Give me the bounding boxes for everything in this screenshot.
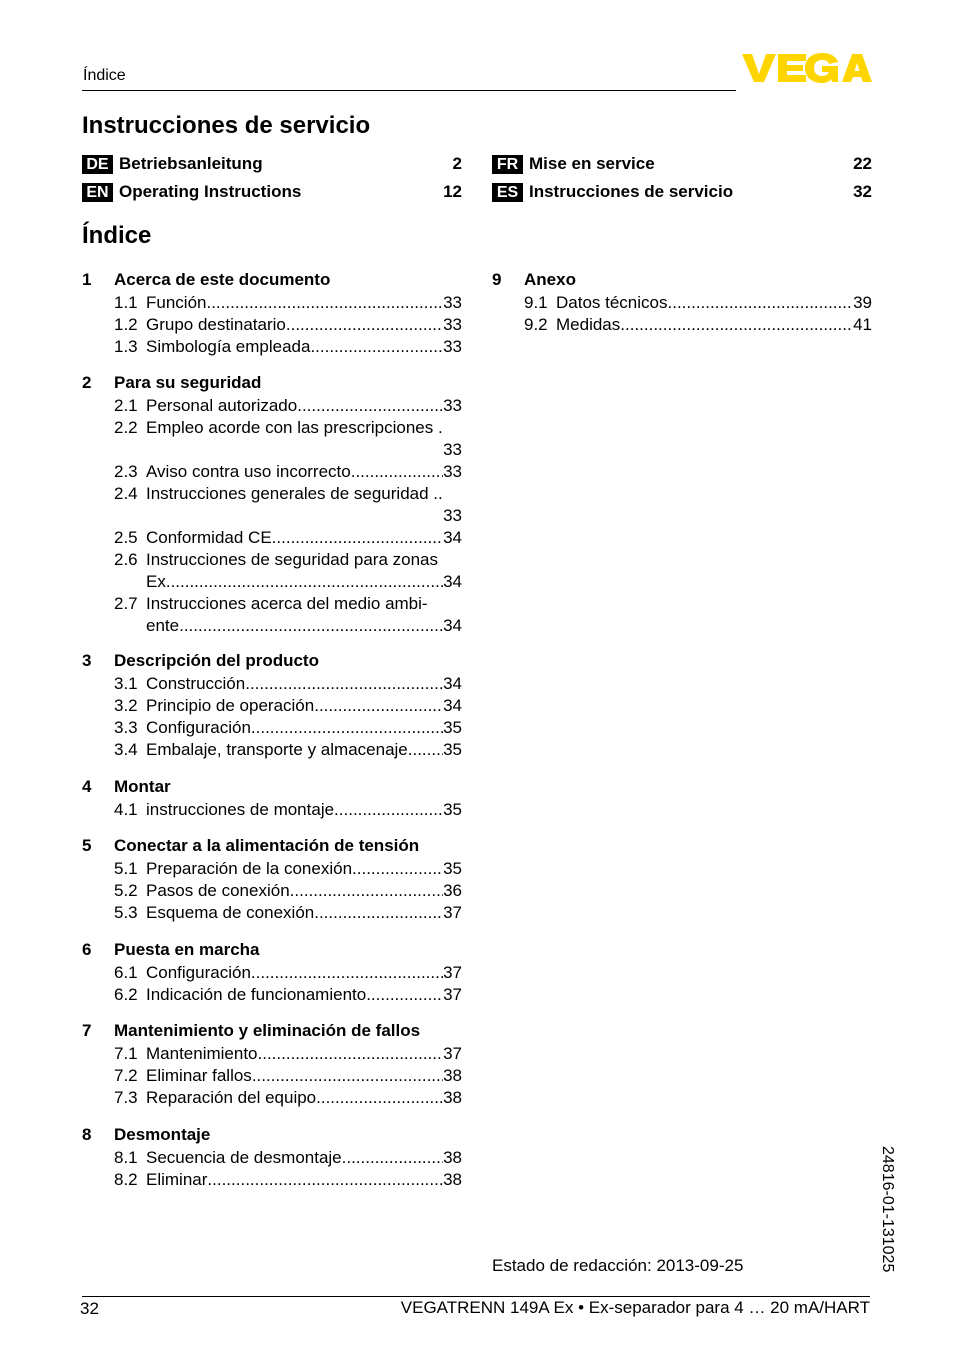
- entry-text: Simbología empleada: [146, 337, 311, 356]
- entry-text: Aviso contra uso incorrecto: [146, 462, 351, 481]
- lang-badge: DE: [82, 155, 113, 174]
- leader-dots: [290, 880, 443, 902]
- entry-page: 35: [443, 740, 462, 759]
- section-heading[interactable]: [492, 268, 872, 292]
- entry-page: 38: [443, 1066, 462, 1085]
- manual-page: 32: [853, 182, 872, 201]
- entry-text: Pasos de conexión: [146, 881, 290, 900]
- index-title: Índice: [82, 222, 152, 249]
- toc-entry[interactable]: [114, 1043, 462, 1065]
- leader-dots: [166, 571, 443, 593]
- toc-entry[interactable]: [114, 1169, 462, 1191]
- toc-entry[interactable]: [114, 739, 462, 761]
- entry-text: Grupo destinatario: [146, 315, 286, 334]
- entry-number: 8.1: [114, 1148, 138, 1167]
- toc-entry[interactable]: [114, 527, 462, 549]
- manual-link-es[interactable]: [492, 181, 872, 203]
- section-title: Mantenimiento y eliminación de fallos: [114, 1021, 421, 1040]
- section-number: 2: [82, 373, 92, 392]
- toc-entry[interactable]: [114, 799, 462, 821]
- entry-number: 3.3: [114, 718, 138, 737]
- section-title: Para su seguridad: [114, 373, 262, 392]
- leader-dots: [207, 1169, 443, 1191]
- leader-dots: [668, 292, 854, 314]
- toc-entry[interactable]: [114, 1147, 462, 1169]
- entry-page: 33: [443, 506, 462, 525]
- entry-page: 35: [443, 800, 462, 819]
- lang-badge: FR: [492, 155, 523, 174]
- section-number: 6: [82, 940, 92, 959]
- toc-entry[interactable]: [114, 717, 462, 739]
- entry-text: Principio de operación: [146, 696, 315, 715]
- entry-text-cont: Ex: [146, 572, 166, 591]
- section-title: Descripción del producto: [114, 651, 319, 670]
- entry-page: 37: [443, 903, 462, 922]
- leader-dots: [245, 673, 443, 695]
- section-number: 9: [492, 270, 502, 289]
- entry-number: 5.2: [114, 881, 138, 900]
- toc-entry[interactable]: [114, 483, 462, 527]
- entry-text: Eliminar fallos: [146, 1066, 252, 1085]
- toc-section-9: [492, 268, 872, 336]
- entry-text: instrucciones de montaje: [146, 800, 335, 819]
- entry-number: 2.7: [114, 594, 138, 613]
- section-number: 4: [82, 777, 92, 796]
- entry-page: 33: [443, 293, 462, 312]
- manual-label: Instrucciones de servicio: [529, 182, 734, 201]
- leader-dots: [251, 962, 443, 984]
- entry-number: 6.2: [114, 985, 138, 1004]
- section-heading[interactable]: [82, 834, 462, 858]
- manual-label: Mise en service: [529, 154, 655, 173]
- manual-link-fr[interactable]: [492, 153, 872, 175]
- entry-text: Mantenimiento: [146, 1044, 258, 1063]
- leader-dots: [252, 1065, 443, 1087]
- edition-status: Estado de redacción: 2013-09-25: [492, 1256, 744, 1275]
- manual-link-de[interactable]: [82, 153, 462, 175]
- leader-dots: [314, 695, 443, 717]
- header-label: Índice: [83, 67, 126, 84]
- section-heading[interactable]: [82, 775, 462, 799]
- leader-dots: [310, 336, 443, 358]
- entry-number: 3.1: [114, 674, 138, 693]
- manual-page: 12: [443, 182, 462, 201]
- toc-entry[interactable]: [114, 673, 462, 695]
- leader-dots: [297, 395, 443, 417]
- toc-entry[interactable]: [114, 461, 462, 483]
- entry-number: 1.2: [114, 315, 138, 334]
- toc-entry[interactable]: [114, 984, 462, 1006]
- entry-page: 34: [443, 616, 462, 635]
- entry-number: 8.2: [114, 1170, 138, 1189]
- toc-section-5: [82, 834, 462, 924]
- section-title: Desmontaje: [114, 1125, 211, 1144]
- entry-text: Empleo acorde con las prescripciones .: [146, 418, 443, 437]
- entry-page: 37: [443, 985, 462, 1004]
- entry-page: 39: [853, 293, 872, 312]
- section-heading[interactable]: [82, 268, 462, 292]
- entry-text: Instrucciones acerca del medio ambi-: [146, 594, 428, 613]
- section-title: Anexo: [524, 270, 576, 289]
- leader-dots: [179, 615, 443, 637]
- section-heading[interactable]: [82, 938, 462, 962]
- entry-number: 7.3: [114, 1088, 138, 1107]
- toc-section-6: [82, 938, 462, 1006]
- leader-dots: [286, 314, 443, 336]
- entry-page: 33: [443, 462, 462, 481]
- section-heading[interactable]: [82, 1019, 462, 1043]
- product-title: VEGATRENN 149A Ex • Ex-separador para 4 … 20 mA/HART: [400, 1298, 870, 1317]
- toc-section-3: [82, 649, 462, 761]
- entry-text: Indicación de funcionamiento: [146, 985, 367, 1004]
- entry-text: Instrucciones generales de seguridad ..: [146, 484, 443, 503]
- entry-page: 35: [443, 859, 462, 878]
- toc-entry[interactable]: [114, 292, 462, 314]
- toc-section-1: [82, 268, 462, 358]
- manual-link-en[interactable]: [82, 181, 462, 203]
- manual-page: 2: [452, 154, 462, 173]
- leader-dots: [206, 292, 443, 314]
- lang-badge: EN: [82, 183, 113, 202]
- leader-dots: [272, 527, 443, 549]
- toc-section-4: [82, 775, 462, 821]
- entry-number: 3.4: [114, 740, 138, 759]
- leader-dots: [316, 1087, 443, 1109]
- entry-page: 34: [443, 528, 462, 547]
- toc-entry[interactable]: [114, 1087, 462, 1109]
- entry-page: 37: [443, 1044, 462, 1063]
- document-id-text: 24816-01-131025: [879, 1146, 896, 1273]
- toc-entry[interactable]: [114, 336, 462, 358]
- entry-page: 38: [443, 1170, 462, 1189]
- toc-entry[interactable]: [114, 417, 462, 461]
- entry-page: 35: [443, 718, 462, 737]
- entry-number: 3.2: [114, 696, 138, 715]
- leader-dots: [342, 1147, 443, 1169]
- section-number: 1: [82, 270, 92, 289]
- toc-entry[interactable]: [114, 549, 462, 593]
- entry-number: 1.1: [114, 293, 138, 312]
- entry-text: Configuración: [146, 718, 251, 737]
- toc-entry[interactable]: [114, 902, 462, 924]
- entry-page: 34: [443, 572, 462, 591]
- header-rule: [82, 90, 736, 91]
- leader-dots: [408, 739, 443, 761]
- entry-number: 7.2: [114, 1066, 138, 1085]
- entry-text: Esquema de conexión: [146, 903, 315, 922]
- entry-text: Medidas: [556, 315, 621, 334]
- entry-page: 33: [443, 337, 462, 356]
- section-title: Acerca de este documento: [114, 270, 331, 289]
- toc-entry[interactable]: [114, 880, 462, 902]
- toc-section-7: [82, 1019, 462, 1109]
- toc-entry[interactable]: [114, 858, 462, 880]
- toc-entry[interactable]: [524, 314, 872, 336]
- entry-page: 34: [443, 696, 462, 715]
- toc-entry[interactable]: [114, 1065, 462, 1087]
- entry-number: 9.1: [524, 293, 548, 312]
- toc-entry[interactable]: [114, 395, 462, 417]
- leader-dots: [314, 902, 443, 924]
- entry-page: 37: [443, 963, 462, 982]
- entry-text: Configuración: [146, 963, 251, 982]
- entry-text: Instrucciones de seguridad para zonas: [146, 550, 439, 569]
- entry-text-cont: ente: [146, 616, 180, 635]
- toc-section-8: [82, 1123, 462, 1191]
- entry-text: Secuencia de desmontaje: [146, 1148, 342, 1167]
- section-number: 5: [82, 836, 92, 855]
- entry-number: 6.1: [114, 963, 138, 982]
- section-number: 3: [82, 651, 92, 670]
- entry-page: 36: [443, 881, 462, 900]
- leader-dots: [258, 1043, 444, 1065]
- entry-number: 2.4: [114, 484, 138, 503]
- entry-number: 5.3: [114, 903, 138, 922]
- page-number: 32: [80, 1299, 99, 1318]
- entry-text: Construcción: [146, 674, 246, 693]
- leader-dots: [334, 799, 443, 821]
- footer-rule: [82, 1296, 870, 1297]
- entry-number: 2.1: [114, 396, 138, 415]
- entry-page: 33: [443, 315, 462, 334]
- lang-badge: ES: [492, 183, 523, 202]
- leader-dots: [366, 984, 443, 1006]
- entry-number: 7.1: [114, 1044, 138, 1063]
- toc-entry[interactable]: [114, 695, 462, 717]
- entry-page: 33: [443, 396, 462, 415]
- section-title: Puesta en marcha: [114, 940, 260, 959]
- section-heading[interactable]: [82, 649, 462, 673]
- document-id: [876, 1146, 916, 1291]
- entry-page: 41: [853, 315, 872, 334]
- toc-entry[interactable]: [114, 314, 462, 336]
- entry-number: 2.3: [114, 462, 138, 481]
- entry-number: 2.5: [114, 528, 138, 547]
- entry-number: 1.3: [114, 337, 138, 356]
- leader-dots: [251, 717, 443, 739]
- section-heading[interactable]: [82, 371, 462, 395]
- manual-label: Betriebsanleitung: [119, 154, 263, 173]
- toc-section-2: [82, 371, 462, 637]
- entry-text: Función: [146, 293, 207, 312]
- manual-label: Operating Instructions: [119, 182, 302, 201]
- entry-number: 5.1: [114, 859, 138, 878]
- manuals-title: Instrucciones de servicio: [82, 112, 371, 139]
- entry-page: 34: [443, 674, 462, 693]
- toc-entry[interactable]: [524, 292, 872, 314]
- entry-page: 38: [443, 1088, 462, 1107]
- leader-dots: [351, 461, 443, 483]
- leader-dots: [620, 314, 853, 336]
- section-number: 8: [82, 1125, 92, 1144]
- entry-text: Preparación de la conexión: [146, 859, 353, 878]
- entry-number: 2.2: [114, 418, 138, 437]
- section-title: Conectar a la alimentación de tensión: [114, 836, 420, 855]
- toc-entry[interactable]: [114, 962, 462, 984]
- entry-number: 4.1: [114, 800, 138, 819]
- section-number: 7: [82, 1021, 92, 1040]
- section-title: Montar: [114, 777, 171, 796]
- entry-text: Personal autorizado: [146, 396, 298, 415]
- entry-text: Datos técnicos: [556, 293, 668, 312]
- section-heading[interactable]: [82, 1123, 462, 1147]
- entry-page: 33: [443, 440, 462, 459]
- entry-text: Conformidad CE: [146, 528, 272, 547]
- entry-page: 38: [443, 1148, 462, 1167]
- toc-entry[interactable]: [114, 593, 462, 637]
- manual-page: 22: [853, 154, 872, 173]
- entry-text: Reparación del equipo: [146, 1088, 317, 1107]
- vega-logo: [742, 52, 872, 84]
- leader-dots: [352, 858, 443, 880]
- entry-text: Embalaje, transporte y almacenaje: [146, 740, 408, 759]
- entry-number: 9.2: [524, 315, 548, 334]
- entry-number: 2.6: [114, 550, 138, 569]
- entry-text: Eliminar: [146, 1170, 208, 1189]
